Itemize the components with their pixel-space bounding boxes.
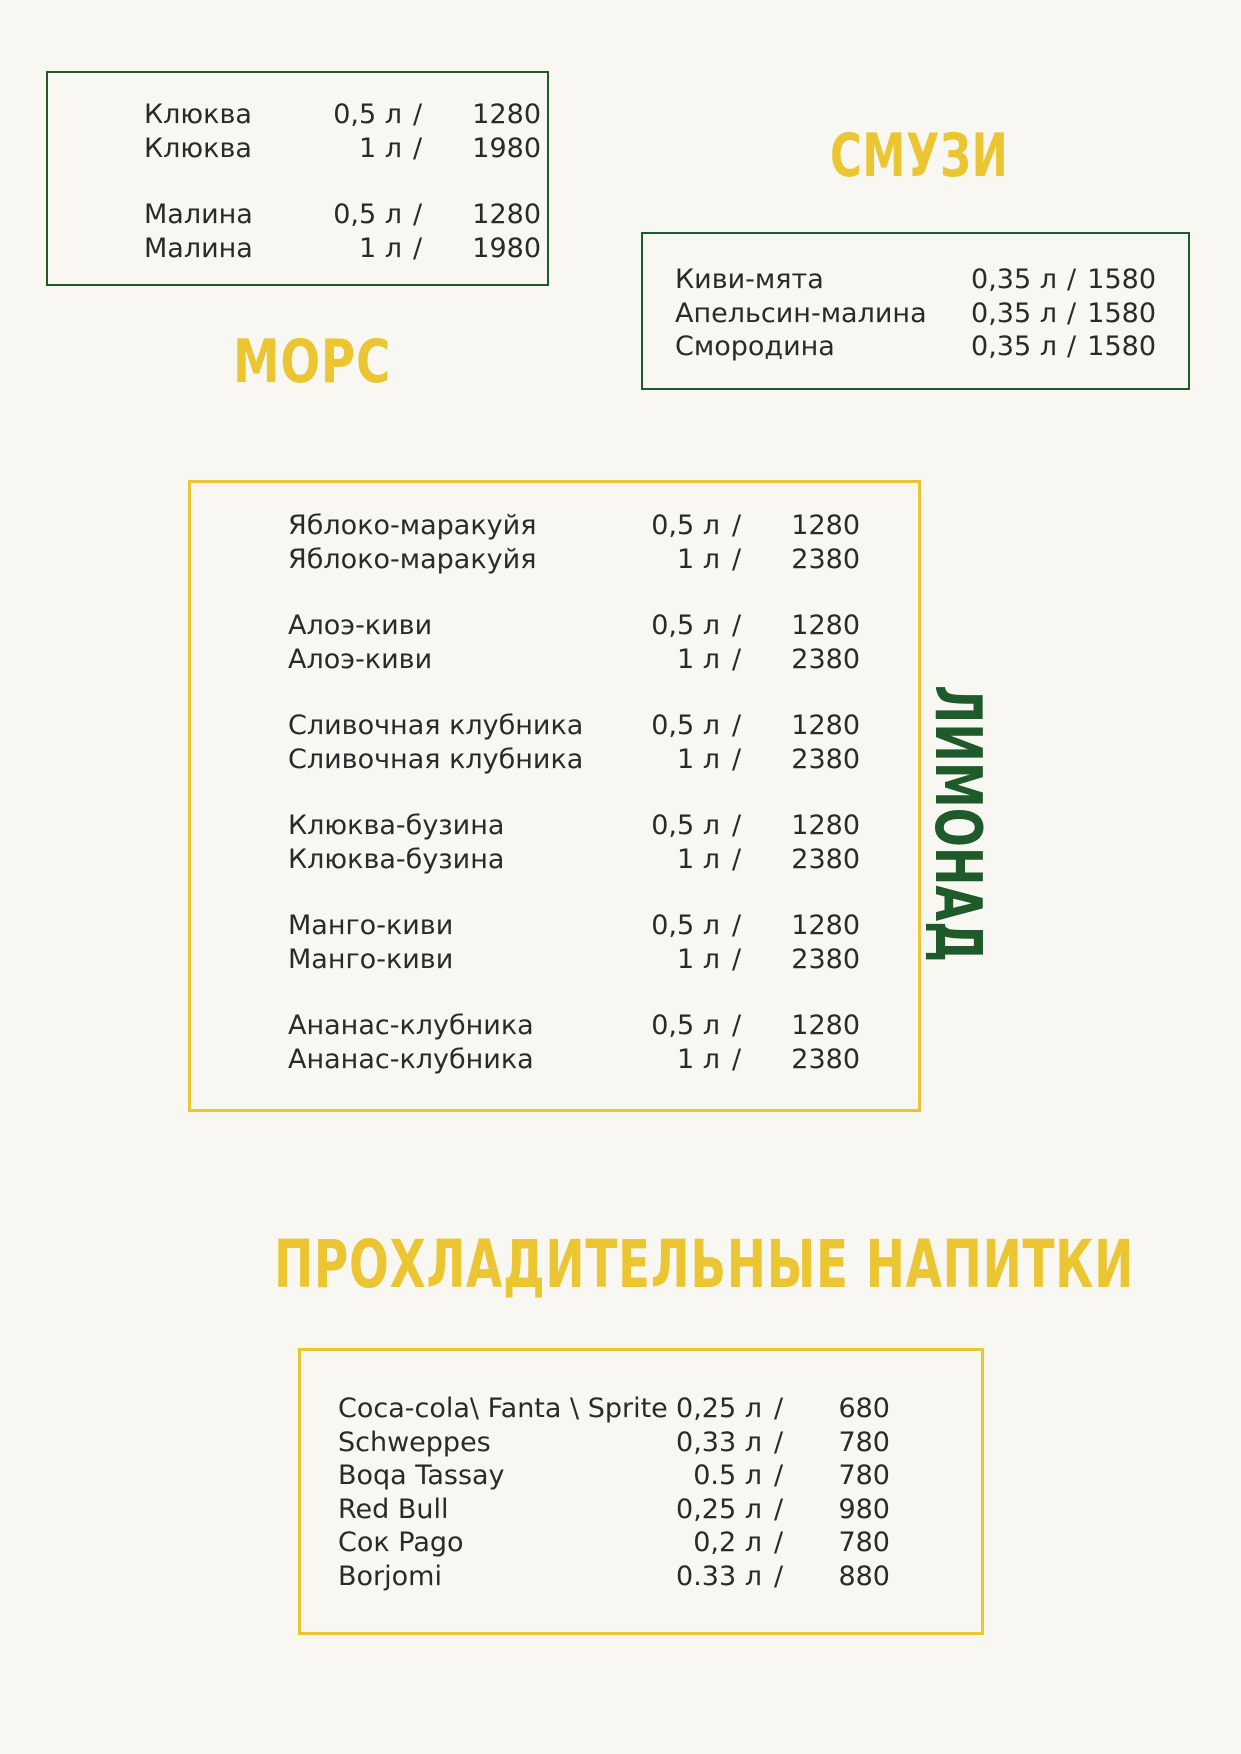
item-name: Яблоко-маракуйя [288,510,537,541]
item-volume: 0,5 л [651,710,720,741]
item-volume: 0,5 л [651,910,720,941]
price-separator: / [732,810,742,841]
item-price: 1580 [1087,264,1156,295]
item-price: 1280 [791,1010,860,1041]
item-name: Малина [144,232,253,264]
price-separator: / [774,1493,784,1525]
item-volume: 0,33 л [676,1426,762,1458]
item-volume: 0,35 л [971,331,1057,362]
item-price: 2380 [791,943,860,975]
item-name: Киви-мята [675,264,824,295]
item-volume: 0,5 л [651,510,720,541]
item-price: 1280 [791,810,860,841]
item-volume: 0,5 л [651,610,720,641]
item-name: Манго-киви [288,943,454,975]
mors-title: МОРС [233,327,392,397]
price-separator: / [732,643,742,675]
item-name: Coca-cola\ Fanta \ Sprite [338,1393,668,1424]
price-separator: / [413,199,423,230]
item-price: 2380 [791,643,860,675]
item-volume: 0,5 л [651,810,720,841]
item-volume: 1 л [358,132,402,164]
price-separator: / [774,1460,784,1491]
item-volume: 1 л [676,543,720,575]
price-separator: / [774,1527,784,1558]
item-name: Алоэ-киви [288,643,433,675]
lemonade-menu-box [188,480,921,1112]
item-price: 1980 [472,232,541,264]
price-separator: / [413,232,423,264]
price-separator: / [774,1426,784,1458]
item-name: Schweppes [338,1426,491,1458]
mors-menu-box [46,71,549,286]
item-price: 1280 [791,510,860,541]
price-separator: / [732,1010,742,1041]
item-price: 1580 [1087,331,1156,362]
price-separator: / [732,710,742,741]
price-separator: / [774,1560,784,1592]
item-volume: 1 л [676,643,720,675]
item-price: 1280 [791,610,860,641]
price-separator: / [732,510,742,541]
item-volume: 0.5 л [693,1460,762,1491]
item-name: Сливочная клубника [288,710,584,741]
item-price: 2380 [791,843,860,875]
item-price: 680 [838,1393,890,1424]
item-price: 2380 [791,543,860,575]
item-name: Сок Pago [338,1527,464,1558]
item-name: Borjomi [338,1560,442,1592]
item-price: 1980 [472,132,541,164]
soft-drinks-title: ПРОХЛАДИТЕЛЬНЫЕ НАПИТКИ [274,1226,1135,1303]
item-price: 1280 [791,710,860,741]
price-separator: / [732,843,742,875]
item-name: Клюква [144,132,252,164]
item-volume: 0,35 л [971,264,1057,295]
item-name: Смородина [675,331,835,362]
price-separator: / [732,543,742,575]
item-volume: 0,5 л [333,99,402,130]
price-separator: / [1067,331,1077,362]
item-volume: 0,5 л [333,199,402,230]
item-name: Ананас-клубника [288,1043,534,1075]
price-separator: / [774,1393,784,1424]
item-name: Алоэ-киви [288,610,433,641]
item-name: Клюква [144,99,252,130]
item-name: Boqa Tassay [338,1460,505,1491]
item-volume: 0,2 л [693,1527,762,1558]
smoothie-title: СМУЗИ [830,121,1009,191]
item-price: 780 [838,1460,890,1491]
item-name: Апельсин-малина [675,297,927,329]
item-volume: 0,25 л [676,1493,762,1525]
item-name: Сливочная клубника [288,743,584,775]
price-separator: / [1067,297,1077,329]
item-volume: 1 л [676,743,720,775]
item-volume: 0,5 л [651,1010,720,1041]
price-separator: / [732,1043,742,1075]
item-volume: 0,25 л [676,1393,762,1424]
item-price: 1280 [791,910,860,941]
price-separator: / [413,132,423,164]
item-volume: 0,35 л [971,297,1057,329]
item-price: 780 [838,1527,890,1558]
lemonade-title: ЛИМОНАД [920,685,994,963]
item-volume: 1 л [676,843,720,875]
item-name: Клюква-бузина [288,810,505,841]
item-name: Ананас-клубника [288,1010,534,1041]
item-name: Клюква-бузина [288,843,505,875]
item-price: 1280 [472,199,541,230]
item-price: 1280 [472,99,541,130]
item-price: 2380 [791,743,860,775]
price-separator: / [732,910,742,941]
item-price: 880 [838,1560,890,1592]
smoothie-menu-box [641,232,1190,390]
item-volume: 0.33 л [676,1560,762,1592]
item-name: Манго-киви [288,910,454,941]
item-volume: 1 л [676,943,720,975]
item-price: 1580 [1087,297,1156,329]
soft-drinks-menu-box [298,1348,984,1635]
price-separator: / [732,610,742,641]
item-volume: 1 л [676,1043,720,1075]
item-name: Яблоко-маракуйя [288,543,537,575]
item-price: 2380 [791,1043,860,1075]
price-separator: / [413,99,423,130]
price-separator: / [1067,264,1077,295]
price-separator: / [732,743,742,775]
item-volume: 1 л [358,232,402,264]
item-price: 780 [838,1426,890,1458]
item-name: Малина [144,199,253,230]
item-price: 980 [838,1493,890,1525]
price-separator: / [732,943,742,975]
item-name: Red Bull [338,1493,449,1525]
